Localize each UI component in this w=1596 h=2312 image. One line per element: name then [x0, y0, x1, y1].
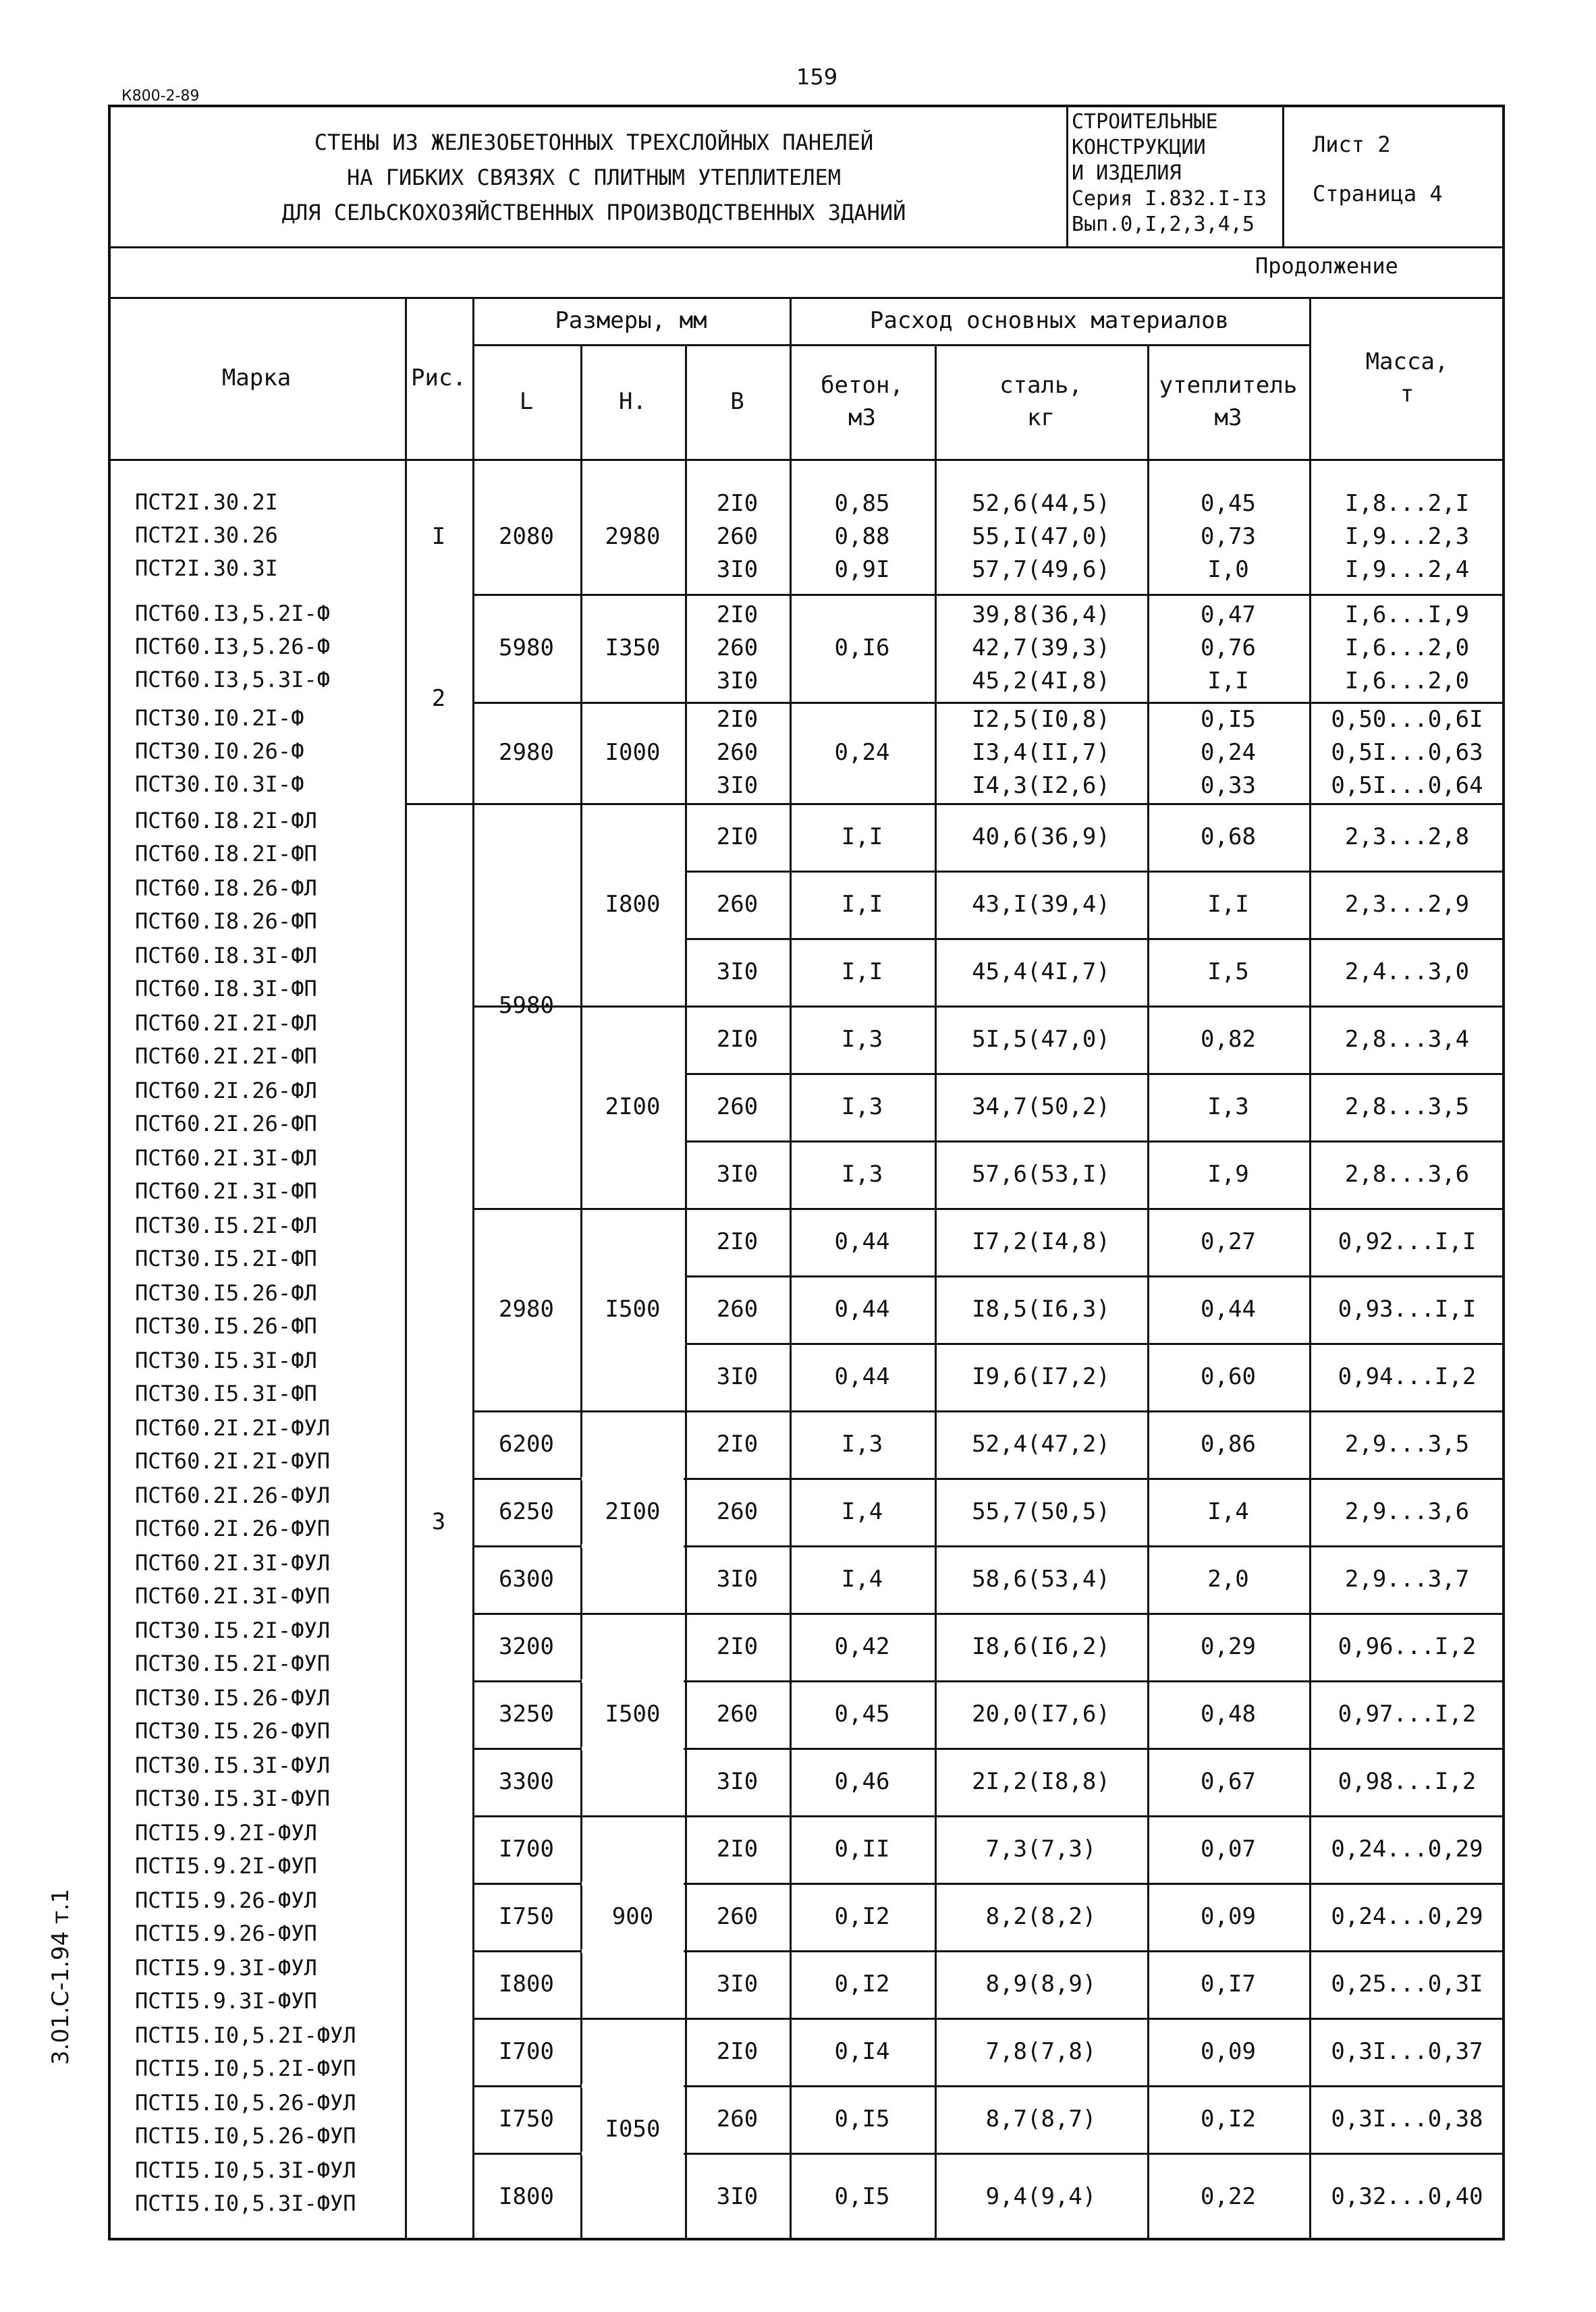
row-ins: 0,22 — [1201, 2183, 1256, 2210]
row-ins: 0,I7 — [1201, 1971, 1256, 1998]
header-mark: Марка — [221, 364, 292, 391]
row-steel: I8,5(I6,3) — [972, 1296, 1110, 1323]
header-mass: Масса, т — [1365, 348, 1449, 408]
group3-H: I000 — [605, 739, 661, 766]
H-2100-b: 2I00 — [605, 1498, 661, 1525]
continuation-label: Продолжение — [1255, 253, 1398, 279]
row-steel: 7,8(7,8) — [985, 2038, 1097, 2065]
row-marks: ПСТ60.2I.26-ФЛ ПСТ60.2I.26-ФП — [135, 1078, 317, 1136]
row-L: 6300 — [499, 1566, 554, 1593]
row-concrete: 0,I2 — [834, 1971, 890, 1998]
group1-H: 2980 — [605, 523, 661, 550]
row-L: I750 — [499, 1903, 554, 1930]
row-ins: 0,68 — [1201, 823, 1256, 850]
title-line-2: НА ГИБКИХ СВЯЗЯХ С ПЛИТНЫМ УТЕПЛИТЕЛЕМ — [346, 165, 842, 190]
header-B: В — [730, 388, 744, 415]
row-steel: 40,6(36,9) — [972, 823, 1110, 850]
group2-mass: I,6...I,9 I,6...2,0 I,6...2,0 — [1344, 601, 1470, 694]
row-B: 260 — [716, 891, 759, 918]
page-number: 159 — [796, 64, 838, 90]
header-sizes: Размеры, мм — [555, 307, 707, 334]
row-concrete: 0,I2 — [834, 1903, 890, 1930]
row-steel: 20,0(I7,6) — [972, 1701, 1110, 1728]
row-B: 2I0 — [716, 823, 759, 850]
row-marks: ПСТI5.9.2I-ФУЛ ПСТI5.9.2I-ФУП — [135, 1820, 317, 1879]
row-mass: 0,24...0,29 — [1331, 1903, 1483, 1930]
sheet-label: Лист 2 — [1313, 132, 1391, 157]
row-L: 3300 — [499, 1768, 554, 1795]
row-marks: ПСТ60.2I.3I-ФУЛ ПСТ60.2I.3I-ФУП — [135, 1550, 330, 1609]
row-marks: ПСТ60.I8.2I-ФЛ ПСТ60.I8.2I-ФП — [135, 808, 317, 866]
group2-concrete: 0,I6 — [834, 634, 890, 661]
header-materials: Расход основных материалов — [869, 307, 1230, 334]
row-B: 3I0 — [716, 1566, 759, 1593]
row-mass: 0,3I...0,37 — [1331, 2038, 1483, 2065]
header-fig: Рис. — [411, 364, 466, 391]
row-mass: 2,3...2,9 — [1344, 891, 1470, 918]
row-concrete: I,I — [841, 823, 883, 850]
row-concrete: I,4 — [841, 1566, 883, 1593]
row-marks: ПСТ30.I5.3I-ФУЛ ПСТ30.I5.3I-ФУП — [135, 1753, 330, 1811]
row-B: 2I0 — [716, 1431, 759, 1458]
group2-steel: 39,8(36,4) 42,7(39,3) 45,2(4I,8) — [972, 601, 1110, 694]
header-sep-1 — [1066, 105, 1068, 246]
row-ins: 0,86 — [1201, 1431, 1256, 1458]
H-900: 900 — [611, 1903, 654, 1930]
row-marks: ПСТ30.I5.26-ФЛ ПСТ30.I5.26-ФП — [135, 1280, 317, 1339]
row-L: 6250 — [499, 1498, 554, 1525]
row-concrete: I,3 — [841, 1093, 883, 1120]
group3-mass: 0,50...0,6I 0,5I...0,63 0,5I...0,64 — [1331, 705, 1483, 799]
row-L: I750 — [499, 2105, 554, 2132]
row-L: 6200 — [499, 1431, 554, 1458]
group1-insulation: 0,45 0,73 I,0 — [1201, 489, 1256, 583]
group3-B: 2I0 260 3I0 — [716, 705, 759, 799]
group2-fig: 2 — [431, 685, 446, 712]
row-L: I700 — [499, 2038, 554, 2065]
row-marks: ПСТ60.2I.2I-ФЛ ПСТ60.2I.2I-ФП — [135, 1010, 317, 1069]
row-B: 2I0 — [716, 1836, 759, 1863]
row-marks: ПСТ60.I8.26-ФЛ ПСТ60.I8.26-ФП — [135, 875, 317, 934]
group1-marks: ПСТ2I.30.2I ПСТ2I.30.26 ПСТ2I.30.3I — [135, 489, 278, 581]
row-mass: 2,3...2,8 — [1344, 823, 1470, 850]
row-concrete: I,I — [841, 958, 883, 985]
row-L: 3200 — [499, 1633, 554, 1660]
row-ins: 0,60 — [1201, 1363, 1256, 1390]
row-ins: 0,09 — [1201, 2038, 1256, 2065]
row-concrete: I,I — [841, 891, 883, 918]
fig3: 3 — [431, 1508, 446, 1535]
row-ins: 2,0 — [1207, 1566, 1249, 1593]
header-sep-2 — [1282, 105, 1284, 246]
row-concrete: I,3 — [841, 1026, 883, 1053]
row-steel: I7,2(I4,8) — [972, 1228, 1110, 1255]
row-marks: ПСТ30.I5.2I-ФЛ ПСТ30.I5.2I-ФП — [135, 1213, 317, 1271]
row-ins: 0,29 — [1201, 1633, 1256, 1660]
group3-steel: I2,5(I0,8) I3,4(II,7) I4,3(I2,6) — [972, 705, 1110, 799]
row-concrete: 0,44 — [834, 1296, 890, 1323]
row-concrete: 0,46 — [834, 1768, 890, 1795]
row-marks: ПСТ60.2I.2I-ФУЛ ПСТ60.2I.2I-ФУП — [135, 1415, 330, 1474]
series-block — [1072, 109, 1281, 238]
row-steel: 9,4(9,4) — [985, 2183, 1097, 2210]
row-ins: I,9 — [1207, 1161, 1249, 1188]
row-steel: 34,7(50,2) — [972, 1093, 1110, 1120]
group2-L: 5980 — [499, 634, 554, 661]
row-marks: ПСТI5.I0,5.2I-ФУЛ ПСТI5.I0,5.2I-ФУП — [135, 2022, 356, 2081]
row-mass: 0,24...0,29 — [1331, 1836, 1483, 1863]
group3-concrete: 0,24 — [834, 739, 890, 766]
header-H: Н. — [619, 388, 646, 415]
row-steel: I9,6(I7,2) — [972, 1363, 1110, 1390]
row-mass: 0,92...I,I — [1338, 1228, 1477, 1255]
row-mass: 0,25...0,3I — [1331, 1971, 1483, 1998]
row-concrete: I,3 — [841, 1431, 883, 1458]
row-L: 3250 — [499, 1701, 554, 1728]
row-concrete: 0,42 — [834, 1633, 890, 1660]
row-steel: 55,7(50,5) — [972, 1498, 1110, 1525]
row-mass: 2,4...3,0 — [1344, 958, 1470, 985]
series-line-3: И ИЗДЕЛИЯ — [1072, 161, 1182, 185]
row-B: 3I0 — [716, 2183, 759, 2210]
row-marks: ПСТ30.I5.26-ФУЛ ПСТ30.I5.26-ФУП — [135, 1685, 330, 1744]
row-B: 260 — [716, 1701, 759, 1728]
row-B: 260 — [716, 1296, 759, 1323]
row-ins: 0,09 — [1201, 1903, 1256, 1930]
header-divider — [108, 246, 1505, 248]
row-marks: ПСТI5.9.26-ФУЛ ПСТI5.9.26-ФУП — [135, 1888, 317, 1946]
row-concrete: I,3 — [841, 1161, 883, 1188]
row-B: 260 — [716, 2105, 759, 2132]
series-line-1: СТРОИТЕЛЬНЫЕ — [1072, 110, 1218, 134]
group2-insulation: 0,47 0,76 I,I — [1201, 601, 1256, 694]
group2-H: I350 — [605, 634, 661, 661]
row-steel: I8,6(I6,2) — [972, 1633, 1110, 1660]
row-marks: ПСТ30.I5.2I-ФУЛ ПСТ30.I5.2I-ФУП — [135, 1618, 330, 1676]
row-marks: ПСТ60.2I.3I-ФЛ ПСТ60.2I.3I-ФП — [135, 1145, 317, 1204]
row-ins: I,3 — [1207, 1093, 1249, 1120]
row-L: I800 — [499, 2183, 554, 2210]
group3-marks: ПСТ30.I0.2I-Ф ПСТ30.I0.26-Ф ПСТ30.I0.3I-Ф — [135, 705, 304, 797]
row-mass: 2,9...3,7 — [1344, 1566, 1470, 1593]
row-ins: 0,07 — [1201, 1836, 1256, 1863]
group2-marks: ПСТ60.I3,5.2I-Ф ПСТ60.I3,5.26-Ф ПСТ60.I3,5.3I-Ф — [135, 601, 330, 692]
row-steel: 8,2(8,2) — [985, 1903, 1097, 1930]
H-1500-a: I500 — [605, 1296, 661, 1323]
row-B: 260 — [716, 1093, 759, 1120]
header-L: L — [519, 388, 534, 415]
row-concrete: 0,44 — [834, 1363, 890, 1390]
H-1500-b: I500 — [605, 1701, 661, 1728]
row-marks: ПСТ30.I5.3I-ФЛ ПСТ30.I5.3I-ФП — [135, 1348, 317, 1406]
row-ins: 0,I2 — [1201, 2105, 1256, 2132]
row-B: 2I0 — [716, 1026, 759, 1053]
row-ins: 0,67 — [1201, 1768, 1256, 1795]
row-B: 260 — [716, 1903, 759, 1930]
row-B: 3I0 — [716, 958, 759, 985]
header-concrete: бетон, м3 — [821, 372, 904, 431]
group1-concrete: 0,85 0,88 0,9I — [834, 489, 890, 583]
row-marks: ПСТ60.2I.26-ФУЛ ПСТ60.2I.26-ФУП — [135, 1483, 330, 1541]
row-concrete: 0,II — [834, 1836, 890, 1863]
row-ins: I,5 — [1207, 958, 1249, 985]
group3-insulation: 0,I5 0,24 0,33 — [1201, 705, 1256, 799]
row-marks: ПСТI5.I0,5.26-ФУЛ ПСТI5.I0,5.26-ФУП — [135, 2090, 356, 2149]
row-B: 3I0 — [716, 1161, 759, 1188]
row-mass: 2,9...3,6 — [1344, 1498, 1470, 1525]
row-steel: 8,9(8,9) — [985, 1971, 1097, 1998]
row-B: 2I0 — [716, 1633, 759, 1660]
row-concrete: 0,I4 — [834, 2038, 890, 2065]
side-stamp: 3.01.С-1.94 т.1 — [47, 1888, 74, 2065]
document-code: К800-2-89 — [121, 88, 200, 105]
row-steel: 2I,2(I8,8) — [972, 1768, 1110, 1795]
row-B: 2I0 — [716, 1228, 759, 1255]
row-steel: 57,6(53,I) — [972, 1161, 1110, 1188]
page-label: Страница 4 — [1313, 181, 1443, 207]
group1-B: 2I0 260 3I0 — [716, 489, 759, 583]
row-mass: 0,97...I,2 — [1338, 1701, 1477, 1728]
group2-B: 2I0 260 3I0 — [716, 601, 759, 694]
row-steel: 8,7(8,7) — [985, 2105, 1097, 2132]
series-line-4: Серия I.832.I-I3 — [1072, 187, 1267, 211]
row-B: 3I0 — [716, 1363, 759, 1390]
row-ins: 0,48 — [1201, 1701, 1256, 1728]
group1-steel: 52,6(44,5) 55,I(47,0) 57,7(49,6) — [972, 489, 1110, 583]
row-B: 3I0 — [716, 1768, 759, 1795]
row-B: 260 — [716, 1498, 759, 1525]
row-ins: 0,44 — [1201, 1296, 1256, 1323]
group1-L: 2080 — [499, 523, 554, 550]
row-mass: 0,3I...0,38 — [1331, 2105, 1483, 2132]
group3-L: 2980 — [499, 739, 554, 766]
L-5980: 5980 — [499, 992, 554, 1019]
header-insulation: утеплитель м3 — [1159, 372, 1298, 431]
H-1050: I050 — [605, 2116, 661, 2143]
row-concrete: 0,I5 — [834, 2183, 890, 2210]
row-steel: 43,I(39,4) — [972, 891, 1110, 918]
row-steel: 7,3(7,3) — [985, 1836, 1097, 1863]
row-marks: ПСТ60.I8.3I-ФЛ ПСТ60.I8.3I-ФП — [135, 943, 317, 1001]
header-steel: сталь, кг — [999, 372, 1082, 431]
row-B: 3I0 — [716, 1971, 759, 1998]
series-line-5: Вып.0,I,2,3,4,5 — [1072, 213, 1255, 236]
row-mass: 0,96...I,2 — [1338, 1633, 1477, 1660]
row-mass: 2,8...3,5 — [1344, 1093, 1470, 1120]
row-mass: 2,8...3,4 — [1344, 1026, 1470, 1053]
title-line-1: СТЕНЫ ИЗ ЖЕЛЕЗОБЕТОННЫХ ТРЕХСЛОЙНЫХ ПАНЕЛЕЙ — [314, 130, 874, 155]
title-line-3: ДЛЯ СЕЛЬСКОХОЗЯЙСТВЕННЫХ ПРОИЗВОДСТВЕННЫХ ЗДАНИЙ — [281, 200, 906, 225]
series-line-2: КОНСТРУКЦИИ — [1072, 136, 1206, 159]
row-marks: ПСТI5.I0,5.3I-ФУЛ ПСТI5.I0,5.3I-ФУП — [135, 2157, 356, 2216]
row-steel: 58,6(53,4) — [972, 1566, 1110, 1593]
group1-mass: I,8...2,I I,9...2,3 I,9...2,4 — [1344, 489, 1470, 583]
H-1800: I800 — [605, 891, 661, 918]
group1-fig: I — [431, 523, 446, 550]
row-ins: 0,82 — [1201, 1026, 1256, 1053]
row-ins: I,4 — [1207, 1498, 1249, 1525]
row-mass: 2,9...3,5 — [1344, 1431, 1470, 1458]
row-ins: 0,27 — [1201, 1228, 1256, 1255]
row-steel: 5I,5(47,0) — [972, 1026, 1110, 1053]
row-mass: 2,8...3,6 — [1344, 1161, 1470, 1188]
row-L: I700 — [499, 1836, 554, 1863]
row-mass: 0,93...I,I — [1338, 1296, 1477, 1323]
row-L: I800 — [499, 1971, 554, 1998]
row-mass: 0,32...0,40 — [1331, 2183, 1483, 2210]
row-steel: 45,4(4I,7) — [972, 958, 1110, 985]
row-concrete: 0,44 — [834, 1228, 890, 1255]
row-mass: 0,98...I,2 — [1338, 1768, 1477, 1795]
row-concrete: I,4 — [841, 1498, 883, 1525]
row-ins: I,I — [1207, 891, 1249, 918]
row-B: 2I0 — [716, 2038, 759, 2065]
row-steel: 52,4(47,2) — [972, 1431, 1110, 1458]
row-concrete: 0,45 — [834, 1701, 890, 1728]
row-concrete: 0,I5 — [834, 2105, 890, 2132]
row-mass: 0,94...I,2 — [1338, 1363, 1477, 1390]
H-2100-a: 2I00 — [605, 1093, 661, 1120]
header-bottom-line — [108, 459, 1505, 461]
row-marks: ПСТI5.9.3I-ФУЛ ПСТI5.9.3I-ФУП — [135, 1955, 317, 2014]
L-2980: 2980 — [499, 1296, 554, 1323]
